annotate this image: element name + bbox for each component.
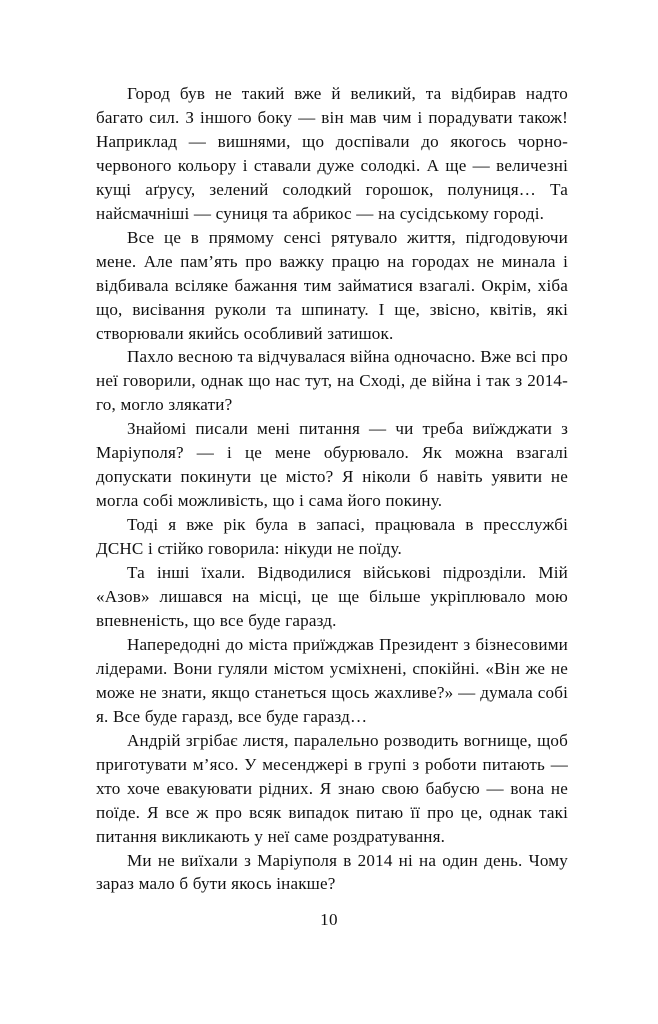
paragraph: Андрій згрібає листя, паралельно розводить вогнище, щоб приготувати м’ясо. У месенджері в групі з роботи питають — хто хоче евакуювати рідних. Я знаю свою бабусю — вона не поїде. Я все ж про всяк випадок питаю її про це, однак такі питання викликають у неї саме роздратування. — [96, 730, 568, 846]
paragraph: Та інші їхали. Відводилися військові підрозділи. Мій «Азов» лишався на місці, це ще більше укріплювало мою впевненість, що все буде гаразд. — [96, 563, 568, 630]
paragraph: Ми не виїхали з Маріуполя в 2014 ні на один день. Чому зараз мало б бути якось інакше? — [96, 850, 568, 894]
paragraph: Знайомі писали мені питання — чи треба виїжджати з Маріуполя? — і це мене обурювало. Як можна взагалі допускати покинути це місто? Я ніколи б навіть уявити не могла собі можливість, що і сама його покину. — [96, 419, 568, 511]
paragraph: Тоді я вже рік була в запасі, працювала в пресслужбі ДСНС і стійко говорила: нікуди не поїду. — [96, 515, 568, 559]
paragraph: Все це в прямому сенсі рятувало життя, підгодовуючи мене. Але пам’ять про важку працю на городах не минала і відбивала всіляке бажання тим займатися взагалі. Окрім, хіба що, висівання руколи та шпинату. І ще, звісно, квітів, які створювали якийсь особливий затишок. — [96, 227, 568, 343]
paragraph: Пахло весною та відчувалася війна одночасно. Вже всі про неї говорили, однак що нас тут, на Сході, де війна і так з 2014-го, могло злякати? — [96, 347, 568, 415]
page-number: 10 — [320, 910, 338, 929]
paragraph: Город був не такий вже й великий, та відбирав надто багато сил. З іншого боку — він мав чим і порадувати також! Наприклад — вишнями, що доспівали до якогось чорно-червоного кольору і ставали дуже солодкі. А ще — величезні кущі аґрусу, зелений солодкий горошок, полуниця… Та найсмачніші — суниця та абрикос — на сусідському городі. — [96, 84, 568, 223]
paragraph: Напередодні до міста приїжджав Президент з бізнесовими лідерами. Вони гуляли містом усміхнені, спокійні. «Він же не може не знати, якщо станеться щось жахливе?» — думала собі я. Все буде гаразд, все буде гаразд… — [96, 634, 568, 726]
body-text-column — [96, 82, 568, 896]
